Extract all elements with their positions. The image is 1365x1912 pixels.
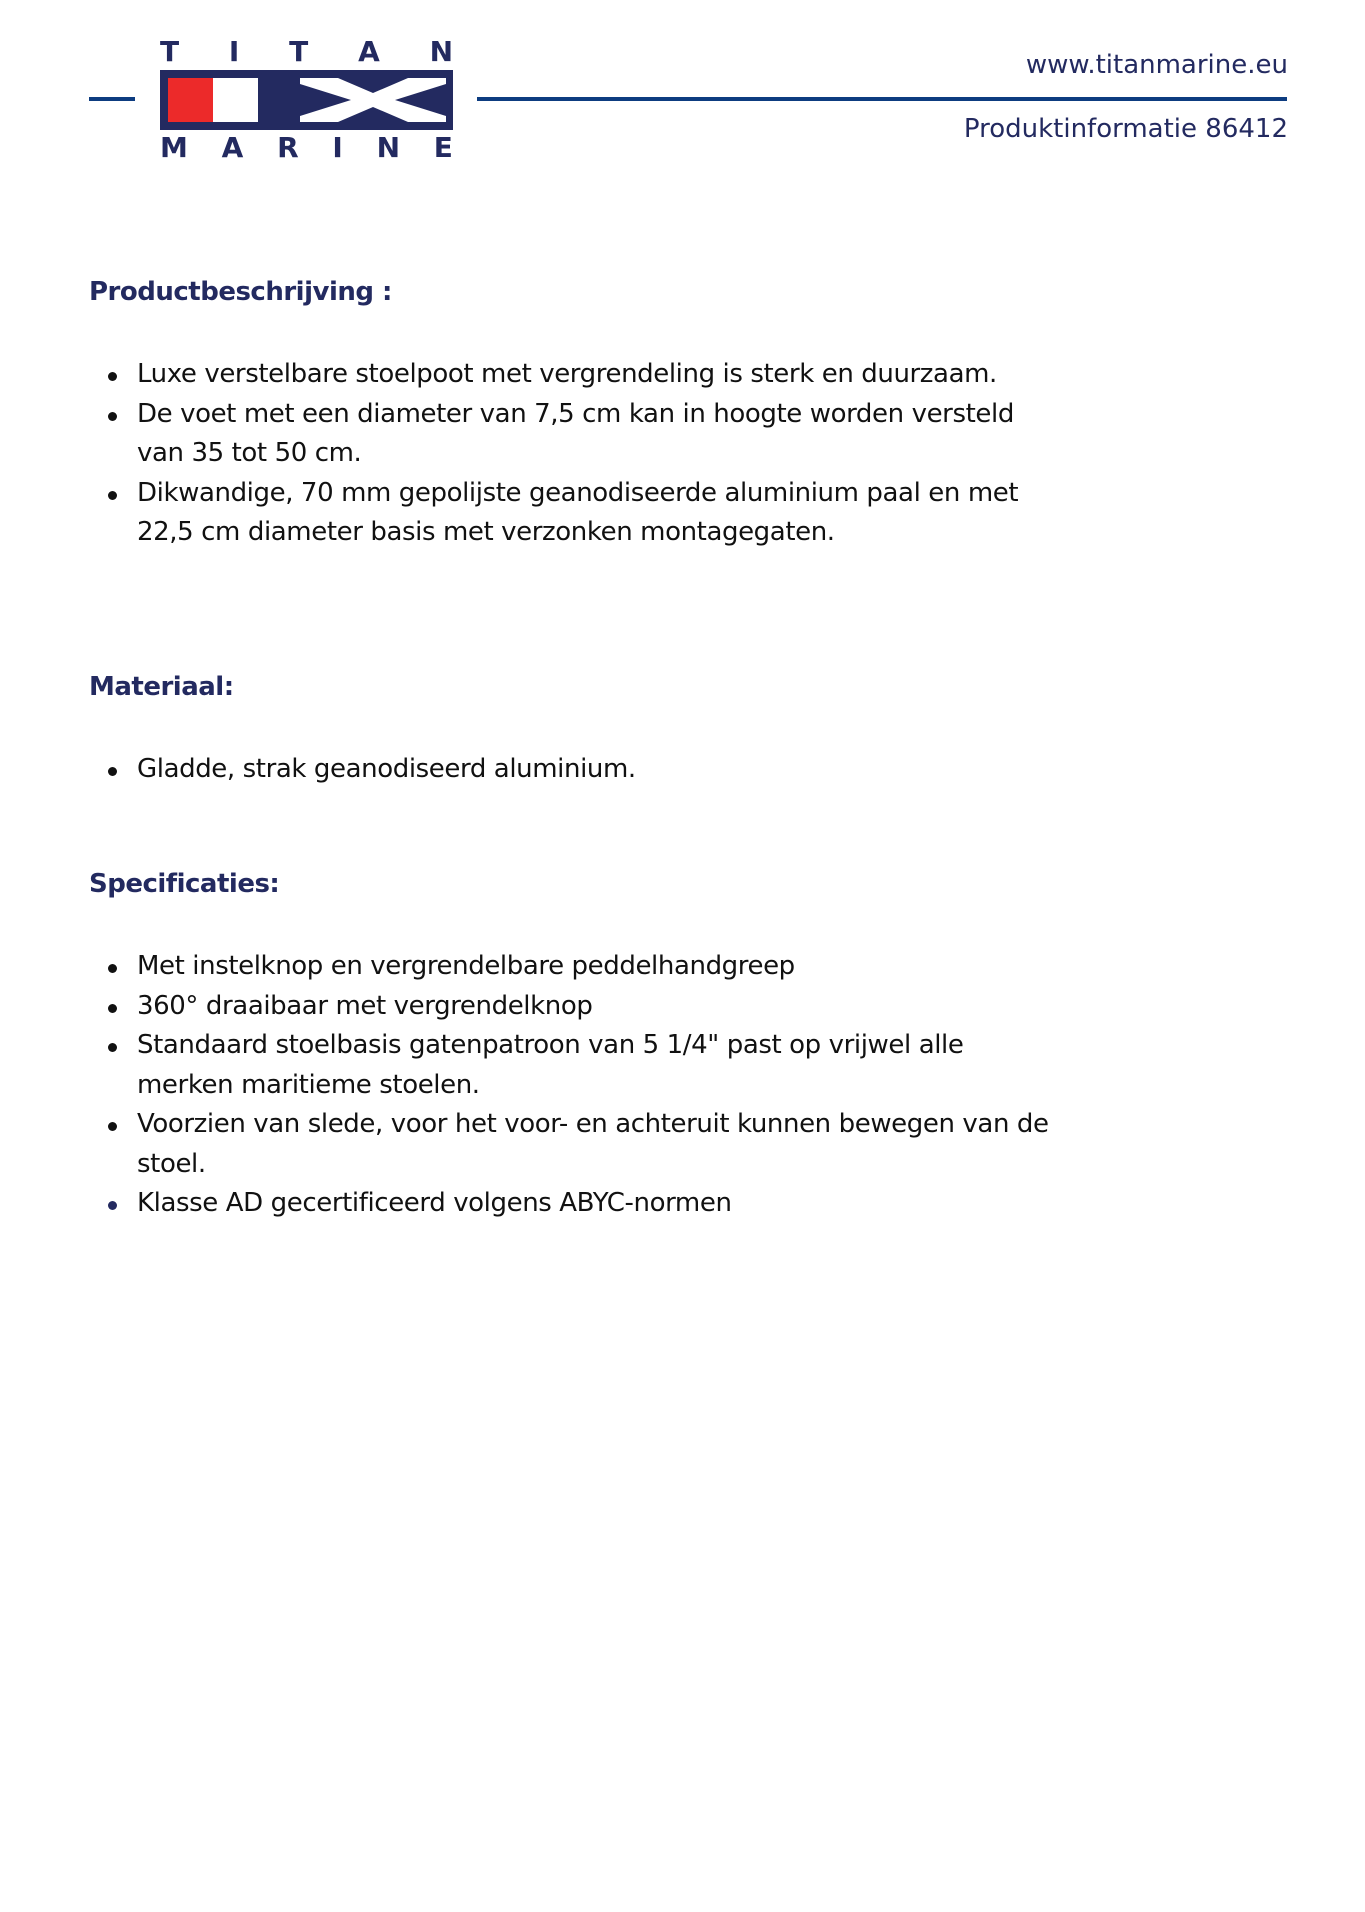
logo-letter: E: [433, 131, 453, 164]
page-header: [0, 0, 1365, 170]
logo-letter: T: [160, 35, 180, 68]
list-item: Luxe verstelbare stoelpoot met vergrendeling is sterk en duurzaam.: [137, 355, 1057, 395]
specifications-list: [89, 947, 1057, 1224]
header-rule-left: [89, 97, 135, 101]
logo-wordmark-titan: [160, 35, 453, 68]
logo-letter: T: [289, 35, 309, 68]
material-list: [89, 750, 1057, 790]
logo-letter: R: [277, 131, 299, 164]
section-title-material: Materiaal:: [89, 672, 234, 702]
list-item: Klasse AD gecertificeerd volgens ABYC-normen: [137, 1184, 1057, 1224]
logo-letter: I: [228, 35, 240, 68]
logo-letter: I: [332, 131, 343, 164]
logo-letter: A: [221, 131, 244, 164]
section-title-specifications: Specificaties:: [89, 869, 280, 899]
logo-letter: A: [358, 35, 380, 68]
list-item: Standaard stoelbasis gatenpatroon van 5 1/4" past op vrijwel alle merken maritieme stoelen.: [137, 1026, 1057, 1105]
logo-letter: N: [429, 35, 453, 68]
logo-wordmark-marine: [160, 131, 453, 164]
list-item: Voorzien van slede, voor het voor- en achteruit kunnen bewegen van de stoel.: [137, 1105, 1057, 1184]
logo-letter: N: [376, 131, 401, 164]
product-info-label: Produktinformatie 86412: [963, 114, 1288, 144]
list-item: Met instelknop en vergrendelbare peddelhandgreep: [137, 947, 1057, 987]
logo-letter: M: [160, 131, 188, 164]
description-list: [89, 355, 1057, 553]
list-item: De voet met een diameter van 7,5 cm kan in hoogte worden versteld van 35 tot 50 cm.: [137, 395, 1057, 474]
list-item: Gladde, strak geanodiseerd aluminium.: [137, 750, 1057, 790]
header-rule-right: [477, 97, 1287, 101]
list-item: Dikwandige, 70 mm gepolijste geanodiseerde aluminium paal en met 22,5 cm diameter basis met verzonken montagegaten.: [137, 474, 1057, 553]
flag-red-block: [168, 78, 213, 122]
section-title-description: Productbeschrijving :: [89, 277, 392, 307]
titan-marine-logo: [160, 35, 453, 164]
website-link[interactable]: www.titanmarine.eu: [1025, 50, 1288, 80]
flag-cross-icon: [300, 78, 446, 122]
list-item: 360° draaibaar met vergrendelknop: [137, 987, 1057, 1027]
flag-white-block: [213, 78, 258, 122]
logo-flag-icon: [160, 70, 453, 130]
